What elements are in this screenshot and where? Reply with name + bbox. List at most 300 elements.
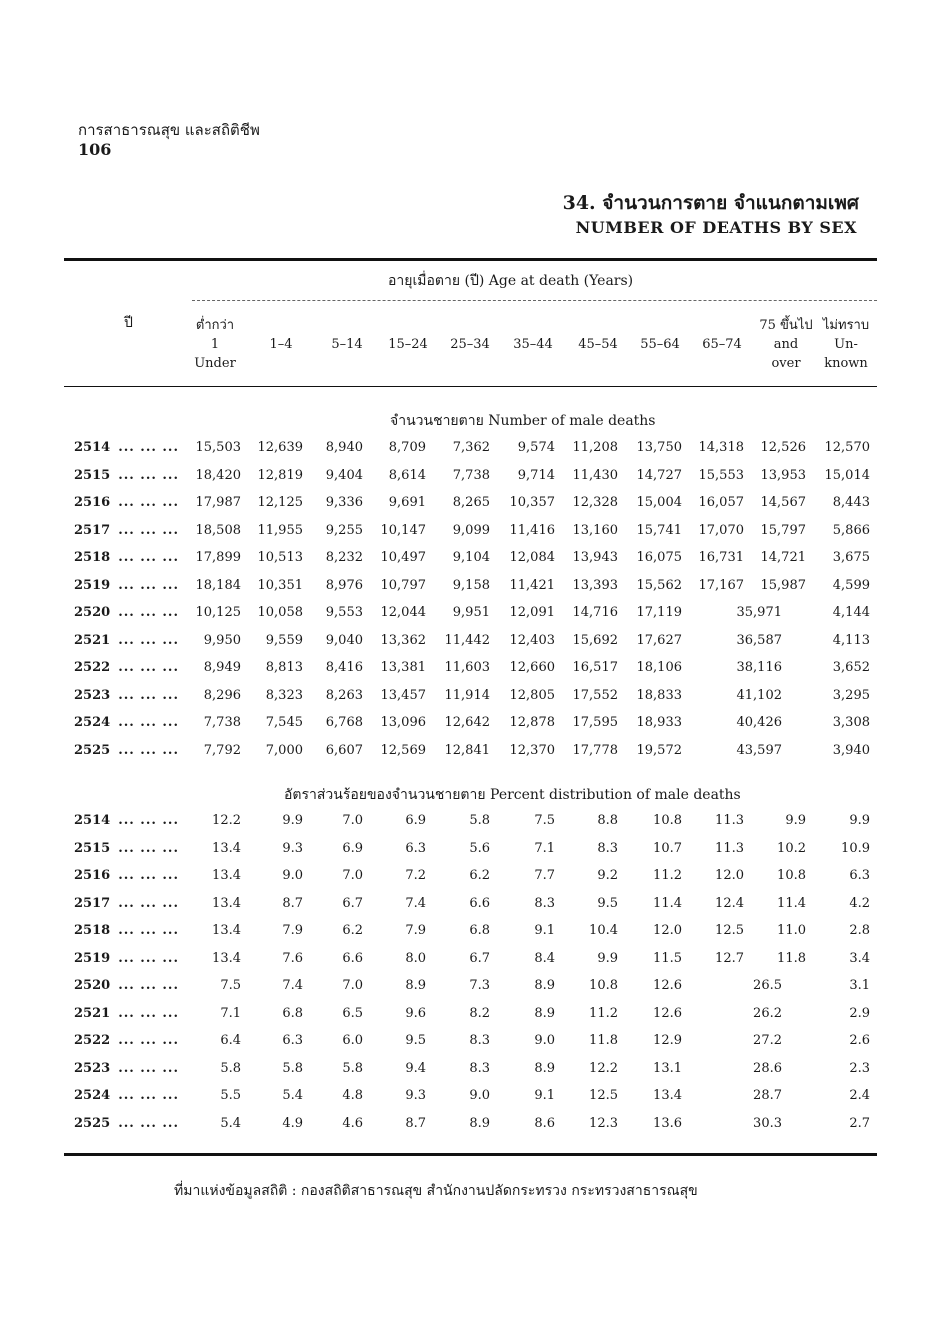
- table-row-year: [74, 978, 179, 993]
- table-cell: 9,099: [452, 522, 490, 538]
- table-cell: 12,328: [572, 495, 618, 510]
- running-title: การสาธารณสุข และสถิติชีพ: [78, 121, 260, 139]
- leader-dots: ... ... ...: [118, 715, 179, 730]
- table-cell: 12,044: [380, 605, 426, 620]
- column-header-line: 75 ขึ้นไป: [759, 318, 813, 333]
- table-cell: 28.6: [753, 1060, 782, 1076]
- table-cell: 12,569: [380, 742, 426, 758]
- table-cell: 12,125: [257, 495, 303, 510]
- table-cell: 9,553: [325, 605, 363, 620]
- table-cell: 10,125: [195, 605, 241, 620]
- table-cell: 11,421: [509, 577, 555, 593]
- table-row-year: [74, 688, 179, 703]
- table-row-year: [74, 468, 179, 483]
- table-cell: 9.0: [282, 868, 303, 883]
- table-cell: 12,841: [444, 742, 490, 758]
- table-cell: 12,084: [509, 550, 555, 565]
- table-cell: 9.3: [405, 1088, 426, 1103]
- table-cell: 41,102: [736, 687, 782, 703]
- table-cell: 6.2: [342, 923, 363, 938]
- table-cell: 17,595: [572, 715, 618, 730]
- leader-dots: ... ... ...: [118, 660, 179, 675]
- leader-dots: ... ... ...: [118, 605, 179, 620]
- table-cell: 9,158: [452, 577, 490, 593]
- leader-dots: ... ... ...: [118, 1088, 179, 1103]
- table-row-year: [74, 1006, 179, 1021]
- table-cell: 6.7: [342, 895, 363, 911]
- table-cell: 8,614: [388, 467, 426, 483]
- table-cell: 18,833: [636, 687, 682, 703]
- table-cell: 15,797: [760, 522, 806, 538]
- table-cell: 9.3: [282, 840, 303, 856]
- table-row-year: [74, 743, 179, 758]
- table-cell: 11.4: [777, 895, 806, 911]
- table-cell: 15,987: [760, 577, 806, 593]
- table-cell: 10,058: [257, 605, 303, 620]
- table-cell: 12,805: [509, 687, 555, 703]
- table-cell: 6.8: [282, 1005, 303, 1021]
- table-cell: 36,587: [736, 632, 782, 648]
- table-cell: 8.9: [534, 1060, 555, 1076]
- table-cell: 17,119: [636, 605, 682, 620]
- table-cell: 5.6: [469, 840, 490, 856]
- table-row-year: [74, 605, 179, 620]
- table-cell: 6.8: [469, 923, 490, 938]
- table-cell: 8,265: [452, 495, 490, 510]
- table-cell: 15,741: [636, 522, 682, 538]
- table-cell: 15,503: [195, 440, 241, 455]
- table-cell: 12,642: [444, 715, 490, 730]
- table-cell: 17,899: [195, 550, 241, 565]
- table-cell: 4,599: [832, 577, 870, 593]
- table-row-year: [74, 495, 179, 510]
- table-cell: 11,914: [444, 687, 490, 703]
- table-cell: 11.0: [777, 923, 806, 938]
- table-cell: 4,113: [832, 632, 870, 648]
- table-cell: 7.9: [405, 923, 426, 938]
- table-cell: 8.3: [597, 840, 618, 856]
- leader-dots: ... ... ...: [118, 632, 179, 648]
- table-cell: 3,295: [832, 687, 870, 703]
- table-cell: 14,716: [572, 605, 618, 620]
- table-cell: 13,457: [380, 687, 426, 703]
- table-cell: 18,184: [195, 577, 241, 593]
- table-row-year: [74, 440, 179, 455]
- table-cell: 3,652: [832, 660, 870, 675]
- leader-dots: ... ... ...: [118, 495, 179, 510]
- table-row-year: [74, 660, 179, 675]
- table-cell: 16,731: [698, 550, 744, 565]
- table-cell: 12.5: [715, 923, 744, 938]
- year-column-header: ปี: [124, 315, 133, 331]
- year-label: 2515: [74, 467, 111, 483]
- table-cell: 8,323: [265, 687, 303, 703]
- table-cell: 12.5: [589, 1088, 618, 1103]
- table-cell: 13,381: [380, 660, 426, 675]
- leader-dots: ... ... ...: [118, 550, 179, 565]
- table-cell: 15,553: [698, 467, 744, 483]
- table-cell: 7.0: [342, 978, 363, 993]
- column-header-line: Un-: [834, 337, 858, 352]
- table-cell: 13.4: [212, 840, 241, 856]
- table-cell: 13.4: [212, 868, 241, 883]
- leader-dots: ... ... ...: [118, 467, 179, 483]
- year-label: 2525: [74, 742, 111, 758]
- table-cell: 8,416: [325, 660, 363, 675]
- table-cell: 3,940: [832, 742, 870, 758]
- year-label: 2517: [74, 522, 111, 538]
- table-cell: 16,057: [698, 495, 744, 510]
- leader-dots: ... ... ...: [118, 687, 179, 703]
- table-cell: 9,574: [517, 440, 555, 455]
- table-cell: 8,976: [325, 577, 363, 593]
- table-cell: 17,167: [698, 577, 744, 593]
- table-cell: 7.1: [220, 1005, 241, 1021]
- leader-dots: ... ... ...: [118, 813, 179, 828]
- table-cell: 26.5: [753, 978, 782, 993]
- table-cell: 5.8: [469, 813, 490, 828]
- table-cell: 8.0: [405, 950, 426, 966]
- source-footnote: ที่มาแห่งข้อมูลสถิติ : กองสถิติสาธารณสุข สำนักงานปลัดกระทรวง กระทรวงสาธารณสุข: [174, 1183, 698, 1199]
- table-cell: 11.3: [715, 813, 744, 828]
- table-cell: 14,567: [760, 495, 806, 510]
- year-label: 2515: [74, 840, 111, 856]
- table-cell: 15,562: [636, 577, 682, 593]
- table-cell: 5,866: [832, 522, 870, 538]
- table-cell: 7.2: [405, 868, 426, 883]
- table-cell: 8.3: [469, 1033, 490, 1048]
- table-cell: 7,738: [452, 467, 490, 483]
- table-cell: 7.4: [405, 895, 426, 911]
- table-cell: 5.8: [342, 1060, 363, 1076]
- column-header-line: 5–14: [331, 337, 363, 352]
- table-cell: 3,308: [832, 715, 870, 730]
- table-cell: 11.5: [653, 950, 682, 966]
- table-cell: 7.5: [534, 813, 555, 828]
- table-cell: 10,357: [509, 495, 555, 510]
- column-header-line: ต่ำกว่า: [195, 318, 235, 333]
- table-cell: 7.6: [282, 950, 303, 966]
- table-cell: 8.2: [469, 1005, 490, 1021]
- table-cell: 8,813: [265, 660, 303, 675]
- table-cell: 12.0: [715, 868, 744, 883]
- column-header-line: ไม่ทราบ: [822, 318, 870, 333]
- table-cell: 8.8: [597, 813, 618, 828]
- table-cell: 10.8: [589, 978, 618, 993]
- table-cell: 9,104: [452, 550, 490, 565]
- table-cell: 6,768: [325, 715, 363, 730]
- table-cell: 9.9: [849, 813, 870, 828]
- table-cell: 6.7: [469, 950, 490, 966]
- table-cell: 17,987: [195, 495, 241, 510]
- table-row-year: [74, 813, 179, 828]
- table-cell: 12,878: [509, 715, 555, 730]
- year-label: 2524: [74, 715, 111, 730]
- table-cell: 10,513: [257, 550, 303, 565]
- table-cell: 17,778: [572, 742, 618, 758]
- year-label: 2522: [74, 660, 111, 675]
- table-cell: 11,442: [444, 632, 490, 648]
- leader-dots: ... ... ...: [118, 1115, 179, 1131]
- table-cell: 6.9: [342, 840, 363, 856]
- table-cell: 7.9: [282, 923, 303, 938]
- leader-dots: ... ... ...: [118, 1005, 179, 1021]
- table-cell: 6.2: [469, 868, 490, 883]
- table-cell: 10,147: [380, 522, 426, 538]
- table-cell: 8.3: [534, 895, 555, 911]
- table-cell: 8,443: [832, 495, 870, 510]
- table-cell: 11.8: [589, 1033, 618, 1048]
- table-cell: 17,627: [636, 632, 682, 648]
- table-cell: 12,526: [760, 440, 806, 455]
- table-cell: 9,559: [265, 632, 303, 648]
- table-cell: 7.3: [469, 978, 490, 993]
- leader-dots: ... ... ...: [118, 440, 179, 455]
- table-cell: 8,709: [388, 440, 426, 455]
- table-cell: 8.9: [534, 1005, 555, 1021]
- table-cell: 10.7: [653, 840, 682, 856]
- table-cell: 7.7: [534, 868, 555, 883]
- header-rule: [64, 386, 877, 387]
- column-header: [806, 316, 886, 373]
- age-group-title: อายุเมื่อตาย (ปี) Age at death (Years): [388, 273, 634, 289]
- table-cell: 9,404: [325, 467, 363, 483]
- table-row-year: [74, 633, 179, 648]
- table-cell: 7,738: [203, 715, 241, 730]
- column-header-line: over: [771, 356, 801, 371]
- table-cell: 6,607: [325, 742, 363, 758]
- column-header-line: 45–54: [578, 337, 618, 352]
- table-cell: 4.8: [342, 1088, 363, 1103]
- year-label: 2520: [74, 978, 111, 993]
- table-cell: 13,750: [636, 440, 682, 455]
- table-cell: 9.9: [282, 813, 303, 828]
- table-cell: 9.0: [469, 1088, 490, 1103]
- year-label: 2523: [74, 1060, 111, 1076]
- table-cell: 13.4: [653, 1088, 682, 1103]
- table-cell: 5.4: [282, 1088, 303, 1103]
- year-label: 2521: [74, 632, 111, 648]
- table-cell: 4.9: [282, 1115, 303, 1131]
- table-cell: 8.9: [469, 1115, 490, 1131]
- table-cell: 9.9: [785, 813, 806, 828]
- table-cell: 8.3: [469, 1060, 490, 1076]
- column-header-line: 25–34: [450, 337, 490, 352]
- table-cell: 9,040: [325, 632, 363, 648]
- table-cell: 12,370: [509, 742, 555, 758]
- column-header-line: 55–64: [640, 337, 680, 352]
- table-cell: 7.0: [342, 868, 363, 883]
- year-label: 2514: [74, 813, 111, 828]
- year-label: 2517: [74, 895, 111, 911]
- table-cell: 12,819: [257, 467, 303, 483]
- column-header-line: and: [773, 337, 799, 352]
- table-cell: 12.3: [589, 1115, 618, 1131]
- column-header-line: Under: [194, 356, 236, 371]
- page-number: 106: [78, 140, 112, 159]
- table-cell: 13.6: [653, 1115, 682, 1131]
- table-cell: 12.2: [589, 1060, 618, 1076]
- table-cell: 12,403: [509, 632, 555, 648]
- year-label: 2516: [74, 495, 111, 510]
- table-cell: 7.0: [342, 813, 363, 828]
- table-cell: 9.5: [597, 895, 618, 911]
- year-label: 2519: [74, 950, 111, 966]
- table-cell: 9,336: [325, 495, 363, 510]
- table-cell: 12.6: [653, 1005, 682, 1021]
- table-cell: 15,004: [636, 495, 682, 510]
- table-cell: 7.1: [534, 840, 555, 856]
- year-label: 2520: [74, 605, 111, 620]
- table-cell: 8.9: [405, 978, 426, 993]
- table-cell: 8,263: [325, 687, 363, 703]
- table-cell: 12,091: [509, 605, 555, 620]
- leader-dots: ... ... ...: [118, 840, 179, 856]
- table-cell: 10,497: [380, 550, 426, 565]
- leader-dots: ... ... ...: [118, 1060, 179, 1076]
- table-cell: 14,721: [760, 550, 806, 565]
- table-cell: 38,116: [736, 660, 782, 675]
- table-cell: 12.6: [653, 978, 682, 993]
- table-cell: 15,014: [824, 467, 870, 483]
- leader-dots: ... ... ...: [118, 868, 179, 883]
- table-cell: 35,971: [736, 605, 782, 620]
- table-cell: 12,660: [509, 660, 555, 675]
- column-header-line: 15–24: [388, 337, 428, 352]
- table-cell: 6.0: [342, 1033, 363, 1048]
- table-cell: 9.6: [405, 1005, 426, 1021]
- table-cell: 12.2: [212, 813, 241, 828]
- table-row-year: [74, 923, 179, 938]
- table-cell: 2.7: [849, 1115, 870, 1131]
- table-cell: 11.8: [777, 950, 806, 966]
- table-cell: 12.9: [653, 1033, 682, 1048]
- table-row-year: [74, 523, 179, 538]
- table-cell: 43,597: [736, 742, 782, 758]
- leader-dots: ... ... ...: [118, 978, 179, 993]
- table-cell: 7.5: [220, 978, 241, 993]
- year-label: 2516: [74, 868, 111, 883]
- table-row-year: [74, 715, 179, 730]
- table-cell: 40,426: [736, 715, 782, 730]
- table-cell: 2.4: [849, 1088, 870, 1103]
- table-cell: 9.1: [534, 923, 555, 938]
- table-row-year: [74, 1033, 179, 1048]
- age-group-rule: [192, 300, 877, 302]
- table-cell: 8,296: [203, 687, 241, 703]
- table-cell: 2.9: [849, 1005, 870, 1021]
- table-row-year: [74, 578, 179, 593]
- table-cell: 10,351: [257, 577, 303, 593]
- table-cell: 7,362: [452, 440, 490, 455]
- table-cell: 26.2: [753, 1005, 782, 1021]
- table-cell: 9,255: [325, 522, 363, 538]
- table-row-year: [74, 1116, 179, 1131]
- table-cell: 9.1: [534, 1088, 555, 1103]
- table-cell: 12,639: [257, 440, 303, 455]
- table-cell: 11,955: [257, 522, 303, 538]
- table-cell: 8.9: [534, 978, 555, 993]
- table-cell: 5.8: [220, 1060, 241, 1076]
- table-cell: 10,797: [380, 577, 426, 593]
- table-cell: 11,208: [572, 440, 618, 455]
- table-cell: 13.4: [212, 895, 241, 911]
- table-cell: 10.4: [589, 923, 618, 938]
- table-cell: 2.8: [849, 923, 870, 938]
- table-cell: 12.0: [653, 923, 682, 938]
- table-cell: 3.4: [849, 950, 870, 966]
- top-rule: [64, 258, 877, 261]
- table-cell: 14,318: [698, 440, 744, 455]
- table-cell: 6.3: [405, 840, 426, 856]
- table-cell: 4.2: [849, 895, 870, 911]
- table-cell: 4.6: [342, 1115, 363, 1131]
- table-row-year: [74, 1088, 179, 1103]
- table-cell: 13,953: [760, 467, 806, 483]
- section-title: จำนวนชายตาย Number of male deaths: [390, 413, 656, 429]
- year-label: 2525: [74, 1115, 111, 1131]
- table-cell: 9.4: [405, 1060, 426, 1076]
- table-cell: 6.9: [405, 813, 426, 828]
- table-cell: 11.3: [715, 840, 744, 856]
- table-cell: 9,691: [388, 495, 426, 510]
- table-cell: 8.7: [282, 895, 303, 911]
- table-cell: 13.1: [653, 1060, 682, 1076]
- table-cell: 2.3: [849, 1060, 870, 1076]
- table-cell: 7,792: [203, 742, 241, 758]
- column-header-line: 35–44: [513, 337, 553, 352]
- table-cell: 10.8: [653, 813, 682, 828]
- table-cell: 17,070: [698, 522, 744, 538]
- leader-dots: ... ... ...: [118, 577, 179, 593]
- table-cell: 6.4: [220, 1033, 241, 1048]
- table-cell: 3,675: [832, 550, 870, 565]
- table-cell: 27.2: [753, 1033, 782, 1048]
- bottom-rule: [64, 1153, 877, 1156]
- table-cell: 10.9: [841, 840, 870, 856]
- table-cell: 11,603: [444, 660, 490, 675]
- table-cell: 16,517: [572, 660, 618, 675]
- table-cell: 18,420: [195, 467, 241, 483]
- table-row-year: [74, 868, 179, 883]
- column-header-line: known: [824, 356, 868, 371]
- leader-dots: ... ... ...: [118, 1033, 179, 1048]
- table-cell: 9,714: [517, 467, 555, 483]
- table-cell: 10.8: [777, 868, 806, 883]
- table-cell: 14,727: [636, 467, 682, 483]
- table-cell: 8,232: [325, 550, 363, 565]
- table-row-year: [74, 841, 179, 856]
- table-title-english: NUMBER OF DEATHS BY SEX: [575, 218, 857, 237]
- year-label: 2514: [74, 440, 111, 455]
- table-cell: 6.6: [342, 950, 363, 966]
- table-cell: 4,144: [832, 605, 870, 620]
- table-cell: 8,949: [203, 660, 241, 675]
- table-cell: 8.7: [405, 1115, 426, 1131]
- table-cell: 28.7: [753, 1088, 782, 1103]
- table-cell: 19,572: [636, 742, 682, 758]
- table-cell: 13,362: [380, 632, 426, 648]
- table-cell: 8.4: [534, 950, 555, 966]
- table-cell: 5.4: [220, 1115, 241, 1131]
- table-cell: 5.5: [220, 1088, 241, 1103]
- table-cell: 6.3: [849, 868, 870, 883]
- year-label: 2524: [74, 1088, 111, 1103]
- table-cell: 12,570: [824, 440, 870, 455]
- leader-dots: ... ... ...: [118, 950, 179, 966]
- table-cell: 8,940: [325, 440, 363, 455]
- table-cell: 15,692: [572, 632, 618, 648]
